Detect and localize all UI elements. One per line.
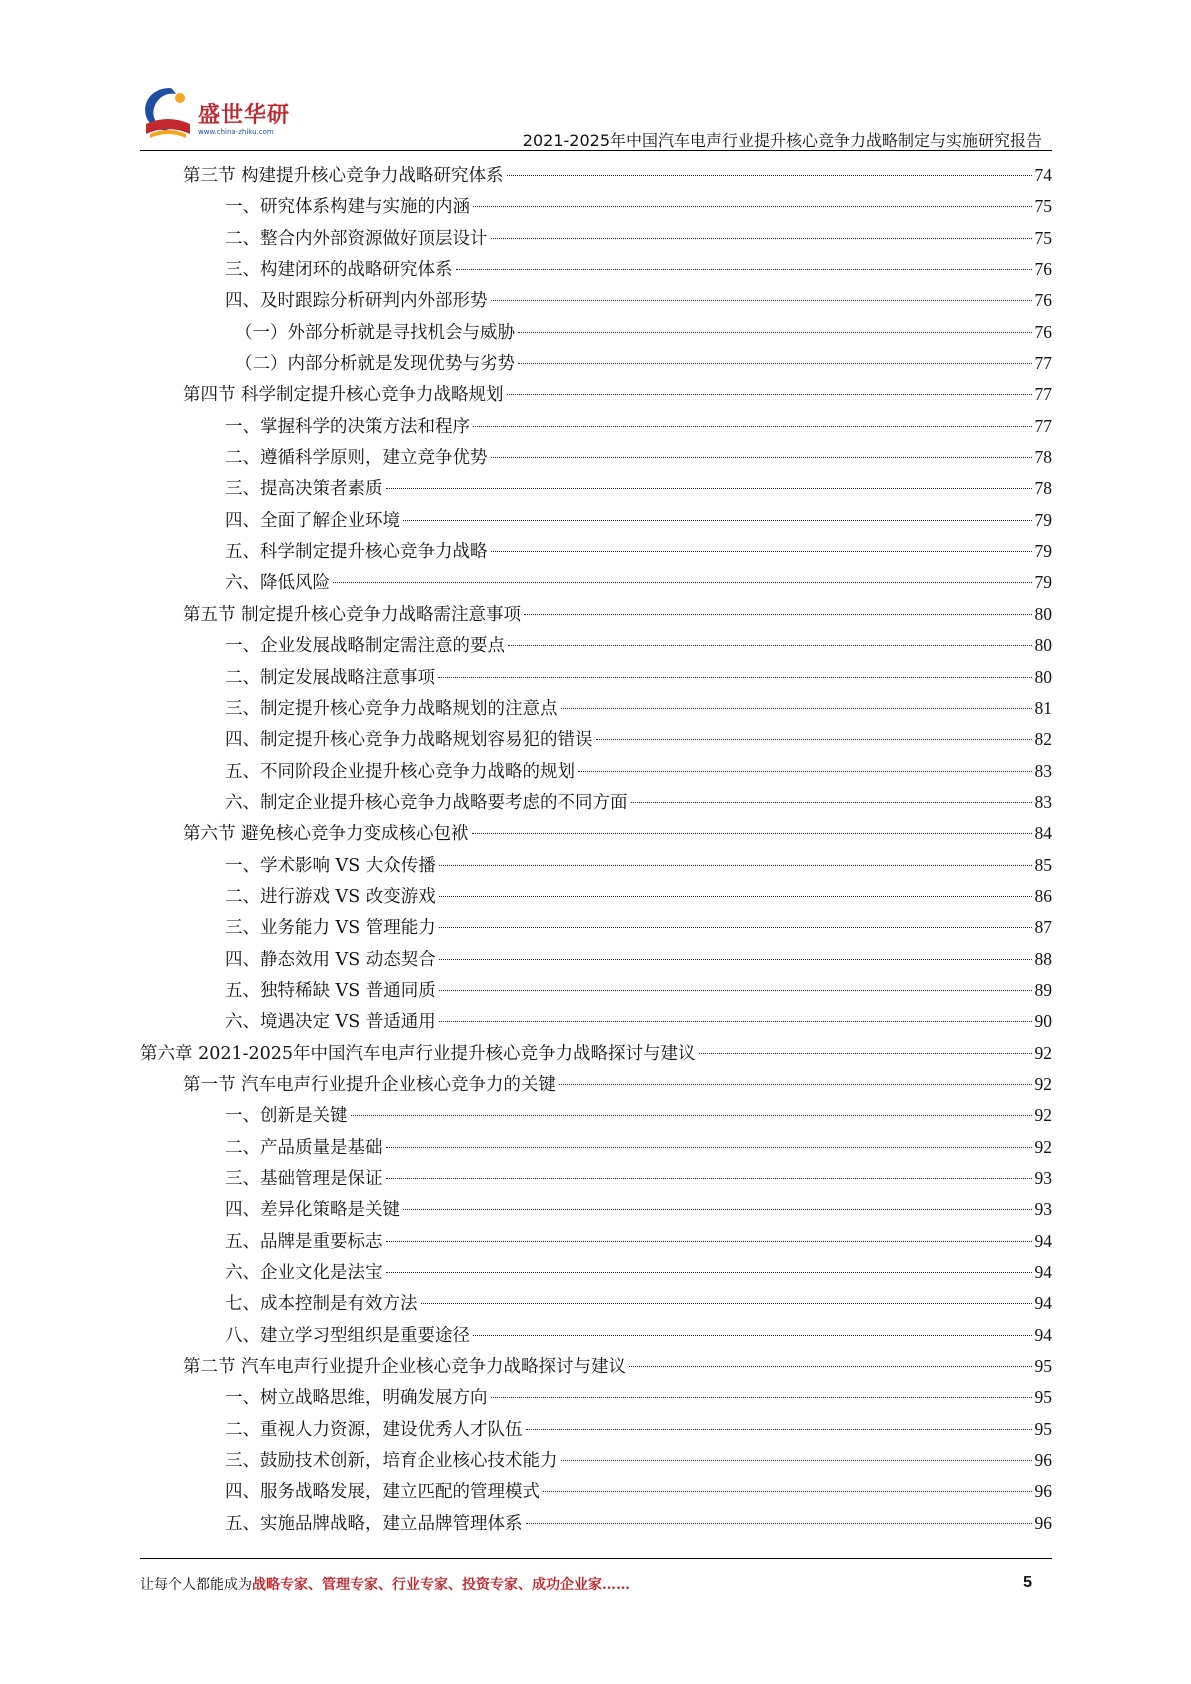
toc-dot-leader [518,363,1032,364]
toc-entry[interactable] [140,724,1052,755]
toc-entry-page: 83 [1034,791,1052,812]
toc-entry[interactable] [140,505,1052,536]
toc-dot-leader [351,1115,1032,1116]
toc-entry-page: 94 [1034,1324,1052,1345]
toc-entry-title: 五、独特稀缺 VS 普通同质 [225,980,436,1001]
toc-entry-title: 二、进行游戏 VS 改变游戏 [225,886,436,907]
toc-entry-page: 79 [1034,541,1052,562]
toc-entry-title: 第三节 构建提升核心竞争力战略研究体系 [183,166,504,186]
toc-dot-leader [439,927,1032,928]
toc-entry-title: 六、制定企业提升核心竞争力战略要考虑的不同方面 [225,792,628,813]
toc-entry-page: 94 [1034,1262,1052,1283]
page-number: 5 [1023,1574,1032,1591]
toc-entry-page: 95 [1034,1356,1052,1377]
toc-dot-leader [386,1241,1032,1242]
toc-entry-page: 75 [1034,227,1052,248]
toc-entry[interactable] [140,1414,1052,1445]
toc-dot-leader [631,802,1032,803]
toc-entry-title: 二、制定发展战略注意事项 [225,667,435,688]
toc-entry-page: 80 [1034,635,1052,656]
toc-entry[interactable] [140,442,1052,473]
toc-entry[interactable] [140,160,1052,191]
toc-entry-page: 94 [1034,1293,1052,1314]
toc-entry-title: 四、静态效用 VS 动态契合 [225,949,436,970]
toc-entry[interactable] [140,912,1052,943]
toc-entry-page: 79 [1034,509,1052,530]
toc-dot-leader [439,959,1032,960]
toc-entry-title: 五、科学制定提升核心竞争力战略 [225,542,488,563]
toc-entry-title: 四、全面了解企业环境 [225,510,400,531]
toc-entry[interactable] [140,944,1052,975]
toc-entry[interactable] [140,1069,1052,1100]
toc-entry-page: 92 [1034,1042,1052,1063]
toc-entry-title: 一、掌握科学的决策方法和程序 [225,416,470,437]
toc-entry-title: 三、业务能力 VS 管理能力 [225,918,436,939]
toc-dot-leader [561,708,1032,709]
toc-entry-title: 三、制定提升核心竞争力战略规划的注意点 [225,698,558,719]
toc-entry-title: 一、研究体系构建与实施的内涵 [225,197,470,218]
toc-entry[interactable] [140,536,1052,567]
toc-entry-page: 74 [1034,165,1052,185]
toc-dot-leader [473,1335,1032,1336]
toc-dot-leader [439,896,1032,897]
logo-mark-icon [140,84,196,144]
toc-entry[interactable] [140,1445,1052,1476]
toc-entry-page: 92 [1034,1105,1052,1126]
page-header [140,78,1052,148]
toc-entry-title: 一、学术影响 VS 大众传播 [225,855,436,876]
slogan-prefix: 让每个人都能成为 [140,1577,252,1593]
toc-entry-page: 77 [1034,353,1052,374]
toc-entry-page: 93 [1034,1199,1052,1220]
toc-entry[interactable] [140,630,1052,661]
toc-entry-title: 二、重视人力资源，建设优秀人才队伍 [225,1419,523,1440]
toc-entry[interactable] [140,317,1052,348]
toc-entry-page: 87 [1034,917,1052,938]
toc-entry-page: 85 [1034,854,1052,875]
toc-entry[interactable] [140,379,1052,410]
toc-entry[interactable] [140,1226,1052,1257]
toc-dot-leader [439,990,1032,991]
toc-dot-leader [438,677,1032,678]
toc-entry[interactable] [140,191,1052,222]
toc-entry[interactable] [140,1320,1052,1351]
toc-entry[interactable] [140,818,1052,849]
toc-entry-page: 80 [1034,603,1052,624]
toc-entry-page: 76 [1034,259,1052,280]
toc-dot-leader [526,1429,1032,1430]
toc-entry-title: （一）外部分析就是寻找机会与威胁 [235,322,515,343]
toc-entry[interactable] [140,473,1052,504]
toc-entry-page: 92 [1034,1073,1052,1094]
toc-entry-title: 三、构建闭环的战略研究体系 [225,260,453,281]
toc-dot-leader [518,332,1032,333]
header-divider [140,150,1052,151]
toc-entry[interactable] [140,1257,1052,1288]
toc-entry-page: 80 [1034,666,1052,687]
toc-entry-page: 84 [1034,823,1052,844]
toc-dot-leader [403,520,1032,521]
toc-entry[interactable] [140,1132,1052,1163]
toc-entry-title: 二、产品质量是基础 [225,1137,383,1158]
toc-dot-leader [491,1397,1032,1398]
toc-entry-page: 96 [1034,1450,1052,1471]
toc-entry-page: 86 [1034,885,1052,906]
toc-entry[interactable] [140,254,1052,285]
toc-dot-leader [386,1272,1032,1273]
toc-entry-page: 88 [1034,948,1052,969]
toc-dot-leader [578,771,1032,772]
toc-entry[interactable] [140,881,1052,912]
toc-dot-leader [507,394,1032,395]
toc-entry-page: 75 [1034,196,1052,217]
toc-dot-leader [629,1366,1031,1367]
brand-name: 盛世华研 [198,103,291,128]
toc-dot-leader [491,551,1032,552]
toc-entry-title: 六、降低风险 [225,573,330,594]
toc-entry-page: 89 [1034,979,1052,1000]
toc-entry[interactable] [140,662,1052,693]
toc-entry-page: 96 [1034,1481,1052,1502]
toc-entry[interactable] [140,1163,1052,1194]
toc-dot-leader [439,865,1032,866]
toc-entry-title: 二、遵循科学原则，建立竞争优势 [225,448,488,469]
toc-entry-title: 一、树立战略思维，明确发展方向 [225,1388,488,1409]
toc-dot-leader [559,1084,1031,1085]
toc-entry[interactable] [140,1038,1052,1069]
toc-entry-title: 六、境遇决定 VS 普适通用 [225,1012,436,1033]
toc-entry-page: 78 [1034,478,1052,499]
toc-entry-title: 一、创新是关键 [225,1106,348,1127]
toc-entry-title: 第五节 制定提升核心竞争力战略需注意事项 [183,604,522,625]
toc-entry[interactable] [140,1476,1052,1507]
toc-entry[interactable] [140,975,1052,1006]
toc-entry-page: 81 [1034,697,1052,718]
toc-dot-leader [333,582,1032,583]
toc-entry-title: 第二节 汽车电声行业提升企业核心竞争力战略探讨与建议 [183,1357,627,1378]
footer-divider [140,1558,1052,1559]
toc-dot-leader [386,1178,1032,1179]
toc-entry-title: 一、企业发展战略制定需注意的要点 [225,636,505,657]
toc-entry-title: 第六节 避免核心竞争力变成核心包袱 [183,824,469,845]
toc-entry[interactable] [140,285,1052,316]
toc-entry-title: 三、基础管理是保证 [225,1169,383,1189]
toc-entry-title: 四、差异化策略是关键 [225,1200,400,1221]
toc-dot-leader [386,1147,1032,1148]
toc-entry-title: 五、实施品牌战略，建立品牌管理体系 [225,1513,523,1534]
toc-entry-title: 八、建立学习型组织是重要途径 [225,1325,470,1346]
toc-entry-title: 六、企业文化是法宝 [225,1263,383,1284]
toc-entry-title: 二、整合内外部资源做好顶层设计 [225,228,488,249]
toc-dot-leader [596,739,1032,740]
toc-entry-title: 第四节 科学制定提升核心竞争力战略规划 [183,385,504,406]
toc-entry[interactable] [140,348,1052,379]
toc-entry[interactable] [140,850,1052,881]
toc-dot-leader [439,1021,1032,1022]
toc-entry[interactable] [140,1006,1052,1037]
toc-entry-title: 三、鼓励技术创新，培育企业核心技术能力 [225,1451,558,1472]
toc-entry[interactable] [140,787,1052,818]
toc-entry-page: 82 [1034,729,1052,750]
toc-entry-page: 77 [1034,415,1052,436]
toc-entry-page: 79 [1034,572,1052,593]
toc-entry[interactable] [140,1351,1052,1382]
toc-entry-title: （二）内部分析就是发现优势与劣势 [235,354,515,375]
toc-dot-leader [524,614,1031,615]
toc-entry-title: 四、服务战略发展，建立匹配的管理模式 [225,1482,540,1503]
toc-dot-leader [491,238,1032,239]
page-footer [140,1574,1052,1598]
slogan-roles: 战略专家、管理专家、行业专家、投资专家、成功企业家…… [252,1577,630,1593]
toc-entry[interactable] [140,1194,1052,1225]
toc-entry-title: 第一节 汽车电声行业提升企业核心竞争力的关键 [183,1074,557,1095]
toc-dot-leader [386,488,1032,489]
toc-entry-page: 96 [1034,1512,1052,1533]
toc-entry-title: 七、成本控制是有效方法 [225,1294,418,1315]
toc-entry[interactable] [140,411,1052,442]
toc-entry[interactable] [140,1382,1052,1413]
toc-entry-title: 三、提高决策者素质 [225,479,383,500]
table-of-contents [140,160,1052,1539]
toc-dot-leader [491,457,1032,458]
toc-dot-leader [473,426,1032,427]
toc-entry-page: 77 [1034,384,1052,405]
toc-dot-leader [526,1523,1032,1524]
toc-entry-page: 94 [1034,1230,1052,1251]
toc-dot-leader [699,1053,1032,1054]
toc-dot-leader [507,175,1032,176]
toc-entry-page: 90 [1034,1011,1052,1032]
toc-entry-page: 93 [1034,1168,1052,1188]
logo [140,78,315,148]
toc-entry-page: 83 [1034,760,1052,781]
toc-entry[interactable] [140,1288,1052,1319]
toc-entry[interactable] [140,599,1052,630]
report-title: 2021-2025年中国汽车电声行业提升核心竞争力战略制定与实施研究报告 [522,131,1042,150]
toc-dot-leader [421,1303,1032,1304]
toc-entry-page: 76 [1034,290,1052,311]
toc-entry[interactable] [140,1100,1052,1131]
toc-dot-leader [472,833,1032,834]
toc-entry-page: 78 [1034,447,1052,468]
toc-dot-leader [491,300,1032,301]
toc-entry-title: 五、品牌是重要标志 [225,1231,383,1252]
toc-entry-title: 四、制定提升核心竞争力战略规划容易犯的错误 [225,730,593,751]
toc-entry[interactable] [140,1508,1052,1539]
toc-entry-page: 76 [1034,321,1052,342]
toc-dot-leader [403,1209,1032,1210]
toc-entry[interactable] [140,756,1052,787]
toc-dot-leader [543,1491,1032,1492]
toc-entry[interactable] [140,223,1052,254]
toc-dot-leader [508,645,1032,646]
toc-entry-page: 92 [1034,1136,1052,1157]
toc-dot-leader [456,269,1032,270]
toc-entry-title: 第六章 2021-2025年中国汽车电声行业提升核心竞争力战略探讨与建议 [140,1043,696,1064]
brand-url: www.china-zhiku.com [198,128,274,136]
toc-entry[interactable] [140,567,1052,598]
toc-dot-leader [473,206,1032,207]
toc-dot-leader [561,1460,1032,1461]
toc-entry-page: 95 [1034,1387,1052,1408]
toc-entry-title: 四、及时跟踪分析研判内外部形势 [225,291,488,312]
toc-entry[interactable] [140,693,1052,724]
toc-entry-page: 95 [1034,1418,1052,1439]
toc-entry-title: 五、不同阶段企业提升核心竞争力战略的规划 [225,761,575,782]
